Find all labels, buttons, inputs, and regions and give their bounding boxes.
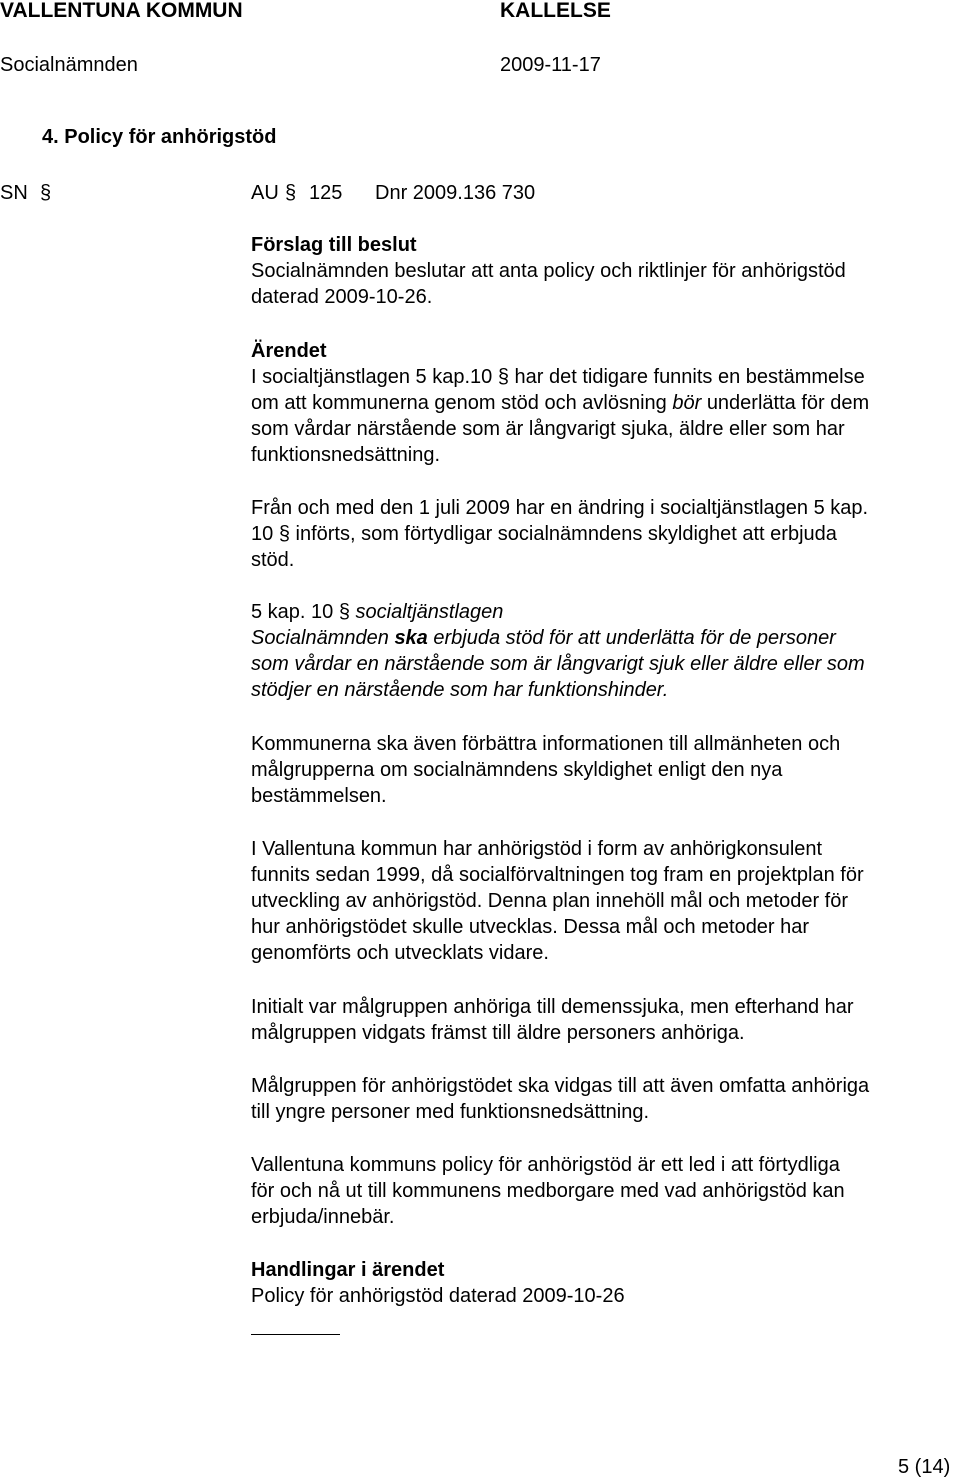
text-run: 10 [251, 523, 274, 545]
section-symbol: § [497, 366, 509, 388]
handlingar-heading: Handlingar i ärendet [251, 1259, 445, 1281]
law-quote-line [251, 625, 951, 651]
paragraph-line: Målgruppen för anhörigstödet ska vidgas till att även omfatta anhöriga [251, 1075, 870, 1097]
law-quote-line: som vårdar en närstående som är långvarigt sjuk eller äldre eller som [251, 653, 865, 675]
end-rule [251, 1334, 340, 1335]
paragraph-line: I Vallentuna kommun har anhörigstöd i form av anhörigkonsulent [251, 838, 823, 860]
text-run: erbjuda stöd för att underlätta för de personer [433, 627, 836, 649]
paragraph-line: hur anhörigstödet skulle utvecklas. Dessa mål och metoder har [251, 916, 810, 938]
body-paragraph [251, 836, 951, 966]
arendet-p2-line: stöd. [251, 549, 295, 571]
paragraph-line: bestämmelsen. [251, 785, 387, 807]
text-run: införts, som förtydligar socialnämndens skyldighet att erbjuda [295, 523, 837, 545]
arendet-heading: Ärendet [251, 340, 327, 362]
body-paragraph [251, 1152, 951, 1230]
paragraph-line: genomförts och utvecklats vidare. [251, 942, 549, 964]
forslag-heading: Förslag till beslut [251, 234, 417, 256]
paragraph-line: målgruppen vidgats främst till äldre personers anhöriga. [251, 1022, 745, 1044]
arendet-p1-line [251, 364, 951, 390]
arendet-p1-line: som vårdar närstående som är långvarigt sjuka, äldre eller som har [251, 418, 845, 440]
header-doctype: KALLELSE [500, 0, 611, 22]
paragraph-line: till yngre personer med funktionsnedsättning. [251, 1101, 650, 1123]
emphasis-text: bör [672, 392, 702, 414]
header-dept: Socialnämnden [0, 54, 138, 76]
forslag-line: daterad 2009-10-26. [251, 286, 433, 308]
arendet-p2 [251, 495, 951, 573]
paragraph-line: erbjuda/innebär. [251, 1206, 395, 1228]
arendet-p2-line [251, 521, 951, 547]
text-run: I socialtjänstlagen 5 kap.10 [251, 366, 493, 388]
handlingar-section [251, 1257, 951, 1309]
ref-dnr: Dnr 2009.136 730 [375, 182, 536, 204]
body-paragraph [251, 994, 951, 1046]
header-date: 2009-11-17 [500, 54, 601, 76]
paragraph-line: Vallentuna kommuns policy för anhörigstöd är ett led i att förtydliga [251, 1154, 840, 1176]
emphasis-text: ska [394, 627, 428, 649]
paragraph-line: för och nå ut till kommunens medborgare med vad anhörigstöd kan [251, 1180, 845, 1202]
paragraph-line: målgrupperna om socialnämndens skyldighet enligt den nya [251, 759, 783, 781]
law-quote [251, 599, 951, 703]
paragraph-line: Kommunerna ska även förbättra informationen till allmänheten och [251, 733, 841, 755]
arendet-section [251, 338, 951, 468]
section-symbol-1: § [40, 182, 52, 204]
law-quote-heading [251, 599, 951, 625]
section-symbol-2: § [285, 182, 297, 204]
page-number: 5 (14) [898, 1456, 951, 1478]
law-quote-line: stödjer en närstående som har funktionshinder. [251, 679, 669, 701]
paragraph-line: Initialt var målgruppen anhöriga till demenssjuka, men efterhand har [251, 996, 854, 1018]
text-run: underlätta för dem [706, 392, 870, 414]
text-run: om att kommunerna genom stöd och avlösning [251, 392, 667, 414]
ref-sn: SN [0, 182, 28, 204]
ref-au: AU [251, 182, 279, 204]
handlingar-item: Policy för anhörigstöd daterad 2009-10-26 [251, 1285, 625, 1307]
ref-line [0, 180, 28, 206]
paragraph-line: utveckling av anhörigstöd. Denna plan innehöll mål och metoder för [251, 890, 849, 912]
header-org: VALLENTUNA KOMMUN [0, 0, 243, 22]
text-run: har det tidigare funnits en bestämmelse [514, 366, 865, 388]
arendet-p1-line: funktionsnedsättning. [251, 444, 441, 466]
body-paragraph [251, 1073, 951, 1125]
body-paragraph [251, 731, 951, 809]
section-symbol: § [278, 523, 290, 545]
text-run: socialtjänstlagen [355, 601, 504, 623]
text-run: Socialnämnden [251, 627, 389, 649]
forslag-section [251, 232, 951, 310]
text-run: 5 kap. 10 [251, 601, 334, 623]
item-heading: 4. Policy för anhörigstöd [42, 126, 277, 148]
arendet-p2-line: Från och med den 1 juli 2009 har en ändring i socialtjänstlagen 5 kap. [251, 497, 869, 519]
ref-au-number: 125 [309, 182, 343, 204]
section-symbol: § [338, 601, 350, 623]
forslag-line: Socialnämnden beslutar att anta policy och riktlinjer för anhörigstöd [251, 260, 846, 282]
paragraph-line: funnits sedan 1999, då socialförvaltningen tog fram en projektplan för [251, 864, 864, 886]
arendet-p1-line [251, 390, 951, 416]
